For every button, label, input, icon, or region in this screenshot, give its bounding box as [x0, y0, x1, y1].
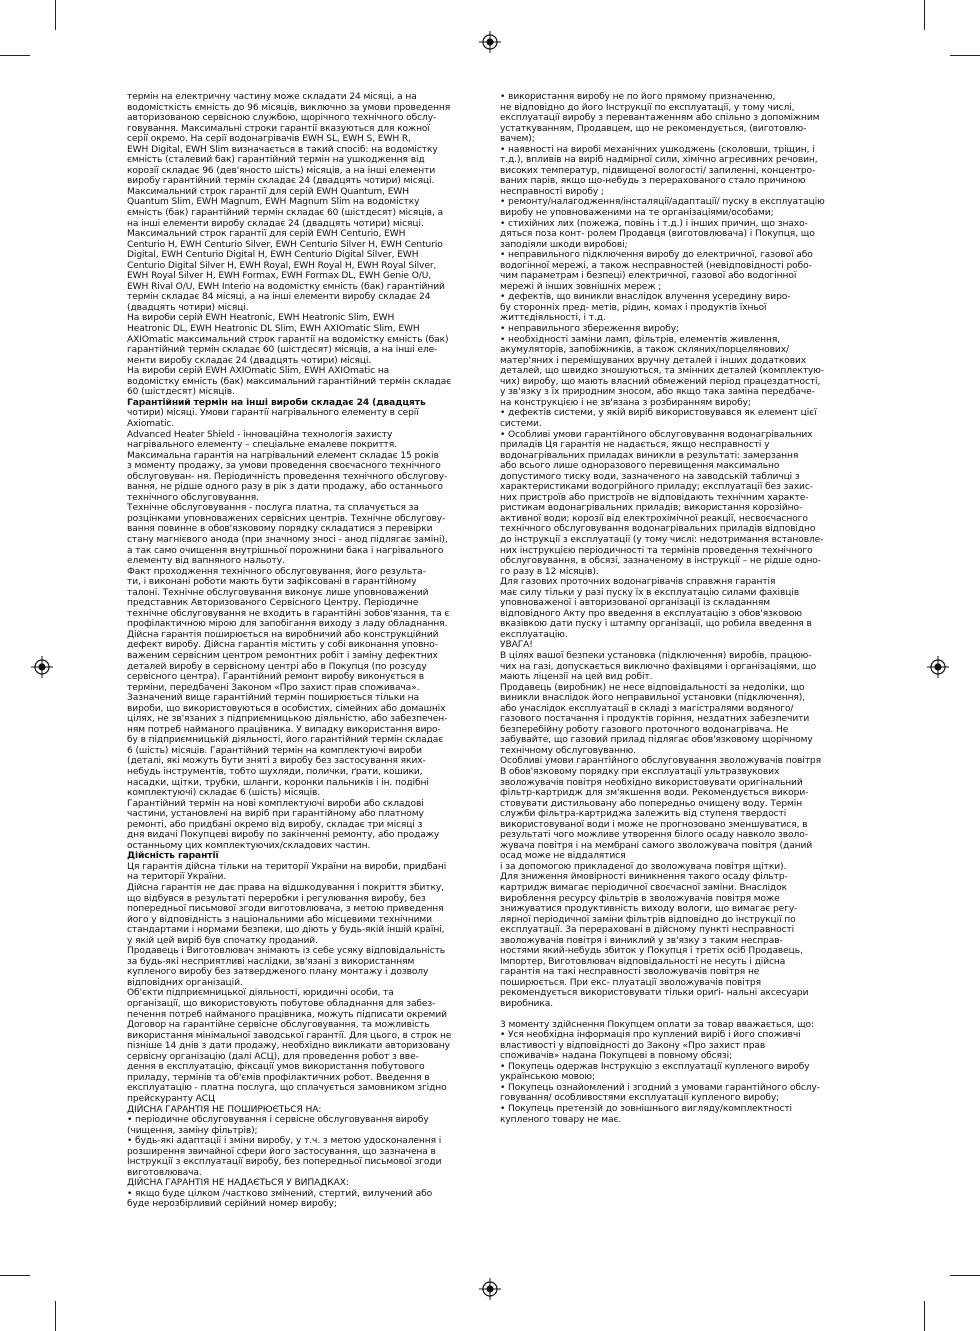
text-line: за будь-які несприятливі наслідки, зв'язані з використанням [127, 956, 415, 967]
text-line: купленого товару не має. [500, 1114, 622, 1125]
text-line: обслуговування, в обсязі, зазначеному в інструкції – не рідше одно- [500, 556, 821, 567]
text-line: деталей, що швидко зношуються, та змінних деталей (комплектую- [500, 366, 825, 377]
text-line: Інструкції з експлуатації виробу, без попередньої письмової згоди [127, 1157, 442, 1168]
text-line: Технічне обслуговування - послуга платна, та сплачується за [127, 503, 419, 514]
text-line: технічного обслуговування. [127, 492, 259, 503]
text-line: стовувати дистильовану або попередньо очищену воду. Термін [500, 798, 803, 809]
text-line: системи. [500, 418, 542, 429]
text-line: сервісну організацію (далі АСЦ), для проведення робот з вве- [127, 1051, 419, 1062]
text-line: устаткуванням, Продавцем, що не рекомендується, (виготовлю- [500, 123, 807, 134]
crop-mark [950, 55, 980, 56]
text-line: використання мінімальної заводської гарантії. Для цього, в строк не [127, 1030, 452, 1041]
text-line: або унаслідок експлуатації в складі з магістралями водяного/ [500, 703, 794, 714]
crop-mark [950, 1275, 980, 1276]
text-line: ням потреб найманого працівника. У випадку використання виро- [127, 724, 441, 735]
text-line: знижуватися продуктивність виходу вологи, що вимагає регу- [500, 904, 798, 915]
text-line: сервісного центра). Гарантійний ремонт виробу виконується в [127, 672, 425, 683]
registration-mark-icon [479, 31, 501, 53]
text-line: експлуатації. За перераховані в дійсному пункті несправності [500, 925, 795, 936]
text-line: відповідного Акту про введення в експлуатацію з обов'язковою [500, 608, 802, 619]
text-line: вачем); [500, 134, 535, 145]
text-line: Digital, EWH Centurio Digital H, EWH Centurio Digital Silver, EWH [127, 250, 419, 261]
text-line: водомістку ємність (бак) максимальний гарантійний термін складає [127, 376, 452, 387]
text-line: дяться поза конт- ролем Продавця (виготовлювача) і Покупця, що [500, 229, 815, 240]
text-line: комплектуючі) складає 6 (шість) місяців. [127, 788, 321, 799]
crop-mark [924, 0, 925, 30]
text-line: водонагрівальних приладах виникли в результаті: замерзання [500, 450, 799, 461]
crop-mark [0, 55, 30, 56]
text-line: • стихійних лих (пожежа, повінь і т.д.) і інших причин, що знахо- [500, 218, 808, 229]
text-line: уповноваженої і авторизованої організації із складанням [500, 598, 770, 609]
text-line: Advanced Heater Shield - інноваційна технологія захисту [127, 429, 393, 440]
text-line: термін на електричну частину може складати 24 місяці, а на [127, 92, 417, 102]
text-line: вання, не рідше одного разу в рік з дати продажу, або останнього [127, 482, 443, 493]
text-line: EWH Digital, EWH Slim визначається в такий спосіб: на водомістку [127, 144, 438, 155]
text-line: нагрівального елементу – спеціальне емалеве покриття. [127, 440, 397, 451]
text-line: Quantum Slim, EWH Magnum, EWH Magnum Slim на водомістку [127, 197, 420, 208]
text-line: має силу тільки у разі пуску їх в експлуатацію силами фахівців [500, 587, 799, 598]
text-line: • наявності на виробі механічних ушкоджень (сколовши, тріщин, і [500, 144, 815, 155]
text-line: водомісткість ємність до 96 місяців, виключно за умови проведення [127, 102, 451, 113]
text-line: • дефектів, що виникли внаслідок влучення усередину виро- [500, 292, 791, 303]
crop-mark [0, 1275, 30, 1276]
text-line: на території України. [127, 872, 227, 883]
text-line: лярної періодичної заміни фільтрів відповідно до інструкції по [500, 914, 796, 925]
text-line: Гарантійний термін на інші вироби складає 24 (двадцять [127, 397, 426, 408]
text-line: несправності виробу ; [500, 186, 604, 197]
crop-mark [924, 1301, 925, 1331]
text-line: мають ліцензії на цей вид робіт. [500, 672, 653, 683]
text-line: Факт проходження технічного обслуговування, його результа- [127, 566, 426, 577]
text-line: • Покупець одержав Інструкцію з експлуатації купленого виробу [500, 1061, 810, 1072]
text-line: активної води; корозії від електрохімічної реакції, несвоєчасного [500, 513, 808, 524]
text-line: ємність (сталевий бак) гарантійний термін на ушкодження від [127, 155, 425, 166]
text-line: Centurio H, EWH Centurio Silver, EWH Centurio Silver H, EWH Centurio [127, 239, 443, 250]
text-line: чотири) місяці. Умови гарантії нагрівального елементу в серії [127, 408, 419, 419]
crop-mark [55, 1301, 56, 1331]
text-line: служби фільтра-картриджа залежить від ступеня твердості [500, 809, 787, 820]
text-line: говування. Максимальні строки гарантії вказуються для кожної [127, 123, 430, 134]
text-line: менти виробу складає 24 (двадцять чотири) місяці. [127, 355, 372, 366]
text-line: відповідних організацій. [127, 977, 243, 988]
text-line: приладу, термінів та об'ємів профілактичних робот. Введення в [127, 1072, 430, 1083]
text-line: у зв'язку з їх природним зносом, або якщо така заміна передбаче- [500, 387, 815, 398]
text-line: а так само очищення внутрішньої порожнини бака і нагрівального [127, 545, 444, 556]
text-line: • використання виробу не по його прямому призначенню, [500, 92, 776, 102]
text-line: • будь-які адаптації і зміни виробу, у т.ч. з метою удосконалення і [127, 1136, 442, 1147]
text-line [500, 1010, 852, 1020]
text-line: Дійсна гарантія поширюється на виробничий або конструкційний [127, 629, 439, 640]
text-line: В цілях вашої безпеки установка (підключення) виробів, працюю- [500, 650, 812, 661]
text-line: дення в експлуатацію, фіксації умов використання побутового [127, 1062, 425, 1073]
text-line: корозії складає 96 (дев'яносто шість) місяців, а на інші елементи [127, 165, 436, 176]
text-line: водогінної мережі, а також несправностей (невідповідності робо- [500, 260, 812, 271]
text-line: властивості у відповідності до Закону «Про захист прав [500, 1040, 766, 1051]
text-line: • Покупець претензій до зовнішнього вигляду/комплектності [500, 1103, 792, 1114]
text-line: заподіяли шкоди виробові; [500, 239, 628, 250]
text-line: Axiomatic. [127, 418, 175, 429]
registration-mark-icon [927, 656, 949, 678]
text-line: чих) виробу, що мають власний обмежений період працездатності, [500, 376, 821, 387]
text-line: (деталі, які можуть бути зняті з виробу без застосування яких- [127, 756, 426, 767]
text-line: картридж вимагає періодичної своєчасної заміни. Внаслідок [500, 883, 787, 894]
text-line: профілактичною мірою для запобігання виходу з ладу обладнання. [127, 619, 448, 630]
text-line: поширюється. При екс- плуатації зволожувачів повітря [500, 977, 761, 988]
text-line: терміни, передбачені Законом «Про захист прав споживача». [127, 682, 420, 693]
text-line: виготовлювача. [127, 1167, 202, 1178]
text-line: Максимальна гарантія на нагрівальний елемент складає 15 років [127, 450, 439, 461]
text-line: Для зниження ймовірності виникнення такого осаду фільтр- [500, 872, 788, 883]
text-line: ностями який-небудь збиток у Покупця і третіх осіб Продавець, [500, 946, 803, 957]
text-line: ремонті, або придбані окремо від виробу, складає три місяці з [127, 819, 423, 830]
text-line: Об'єкти підприємницької діяльності, юридичні особи, та [127, 988, 394, 999]
registration-mark-icon [31, 656, 53, 678]
text-line: газового постачання і продуктів горіння, нездатних забезпечити [500, 714, 810, 725]
text-line: вання повинне в обов'язковому порядку складатися з перевірки [127, 524, 433, 535]
text-line: ти, і виконані роботи мають бути зафіксовані в гарантійному [127, 577, 417, 588]
text-line: ємність (бак) гарантійний термін складає 60 (шістдесят) місяців, а [127, 208, 443, 219]
text-line: бу сторонніх пред- метів, рідин, комах і продуктів їхньої [500, 302, 767, 313]
text-line: з моменту продажу, за умови проведення своєчасного технічного [127, 461, 441, 472]
text-line: Гарантійний термін на нові комплектуючі вироби або складові [127, 798, 424, 809]
text-line: частини, установлені на виріб при гарантійному або платному [127, 809, 424, 820]
text-line: (двадцять чотири) місяці. [127, 302, 249, 313]
text-line: виробу гарантійний термін складає 24 (двадцять чотири) місяці. [127, 176, 435, 187]
text-line: до інструкції з експлуатації (у тому числі: недотримання встановле- [500, 534, 824, 545]
text-line: деталей виробу в сервісному центрі або в Покупця (по розсуду [127, 661, 427, 672]
text-line: характеристиками водогрійного приладу; експлуатації без захис- [500, 482, 813, 493]
text-line: елементу від вапняного нальоту. [127, 556, 285, 567]
text-line: • дефектів системи, у якій виріб використовувався як елемент цієї [500, 408, 817, 419]
text-line: результаті чого можливе утворення білого осаду навколо зволо- [500, 830, 808, 841]
text-line: В обов'язковому порядку при експлуатації ультразвукових [500, 767, 780, 777]
text-line: небудь інструментів, тобто шухляди, полички, ґрати, кошики, [127, 767, 423, 777]
text-line: розширення звичайної сфери його застосування, що зазначена в [127, 1146, 436, 1157]
text-line: рекомендується використовувати тільки ориґі- нальні аксесуари [500, 988, 809, 999]
text-line: вироблення ресурсу фільтрів в зволожувачів повітря може [500, 893, 780, 904]
text-line: Максимальний строк гарантії для серій EWH Centurio, EWH [127, 229, 406, 240]
text-line: технічному обслуговуванню. [500, 745, 636, 756]
text-line: прейскуранту АСЦ [127, 1093, 215, 1104]
text-line: українською мовою; [500, 1072, 595, 1083]
text-line: EWH Rival O/U, EWH Interio на водомістку ємність (бак) гарантійний [127, 281, 445, 292]
text-line: т.д.), впливів на виріб надмірної сили, хімічно агресивних речовин, [500, 155, 818, 166]
text-line: Максимальний строк гарантії для серій EWH Quantum, EWH [127, 186, 410, 197]
text-line: На вироби серій EWH AXIOmatic Slim, EWH AXIOmatic на [127, 366, 390, 377]
text-line: технічного обслуговування водонагрівальних приладів відповідно [500, 524, 816, 535]
text-line: Для газових проточних водонагрівачів справжня гарантія [500, 577, 776, 588]
text-line: Heatronic DL, EWH Heatronic DL Slim, EWH AXIOmatic Slim, EWH [127, 324, 420, 335]
text-line: Centurio Digital Silver H, EWH Royal, EWH Royal H, EWH Royal Silver, [127, 260, 437, 271]
text-line: стану магнієвого анода (при значному зносі - анод підлягає заміні), [127, 534, 448, 545]
text-line: говування/ особливостями експлуатації купленого виробу; [500, 1093, 780, 1104]
text-line: • Особливі умови гарантійного обслуговування водонагрівальних [500, 429, 813, 440]
text-column-right [500, 92, 852, 1162]
text-line: AXIOmatic максимальний строк гарантії на водомістку ємність (бак) [127, 334, 449, 345]
text-line: технічне обслуговування не входить в гарантійні зобов'язання, та є [127, 608, 450, 619]
text-line: серії окремо. На серії водонагрівачів EWH SL, EWH S, EWH R, [127, 134, 411, 145]
text-line: розцінками уповноважених сервісних центрів. Технічне обслугову- [127, 513, 446, 524]
text-line: забувайте, що газовий прилад підлягає обов'язковому щорічному [500, 735, 813, 746]
text-line: приладів Ця гарантія не надається, якщо несправності у [500, 440, 770, 451]
text-line: або всього лише одноразового перевищення максимально [500, 461, 780, 472]
text-line: стандартами і нормами безпеки, що діють у будь-якій іншій країні, [127, 925, 445, 936]
text-line: акумуляторів, запобіжників, а також скляних/порцелянових/ [500, 345, 789, 356]
text-line: представник Авторизованого Сервісного Центру. Періодичне [127, 598, 419, 609]
text-line: цілях, не зв'язаних з підприємницькою діяльністю, або забезпечен- [127, 714, 448, 725]
text-line: насадки, щітки, трубки, шланги, коронки пальників і ін. подібні [127, 777, 429, 788]
text-line: 60 (шістдесят) місяців. [127, 387, 235, 398]
text-line: 6 (шість) місяців. Гарантійний термін на комплектуючі вироби [127, 745, 422, 756]
text-line: експлуатації виробу з перевантаженням або спільно з допоміжним [500, 113, 820, 124]
text-line: • ремонту/налагодження/інсталяції/адаптації/ пуску в експлуатацію [500, 197, 825, 208]
text-line: ваних парів, якщо що-небудь з перерахованого стало причиною [500, 176, 806, 187]
text-line: 3 моменту здійснення Покупцем оплати за товар вважається, що: [500, 1019, 814, 1030]
text-line: споживачів» надана Покупцеві в повному обсязі; [500, 1051, 733, 1062]
text-line: осад може не віддалятися [500, 851, 626, 862]
text-line: УВАГА! [500, 640, 533, 651]
text-line: безперебійну роботу газового проточного водонагрівача. Не [500, 724, 789, 735]
text-line: авторизованою сервісною службою, щорічного технічного обслу- [127, 113, 437, 124]
text-line: • неправильного збереження виробу; [500, 324, 679, 335]
text-line: мережі й інших зовнішніх мереж ; [500, 281, 662, 292]
text-line: гарантія на такі несправності зволожувачів повітря не [500, 967, 760, 978]
text-line: них пристроїв або пристроїв не відповідають технічним характе- [500, 492, 809, 503]
text-line: виникли внаслідок його неправильної установки (підключення), [500, 693, 806, 704]
text-line: Зазначений вище гарантійний термін поширюється тільки на [127, 693, 420, 704]
text-line: чим параметрам і безпеці) електричної, газової або водогінної [500, 271, 797, 282]
text-line: дефект виробу. Дійсна гарантія містить у собі виконання уповно- [127, 640, 438, 651]
text-line: у якій цей виріб був спочатку проданий. [127, 935, 318, 946]
text-line: гарантійний термін складає 60 (шістдесят) місяців, а на інші еле- [127, 345, 438, 356]
text-line: дня видачі Покупцеві виробу по закінченні ремонту, або продажу [127, 830, 440, 841]
text-line: виробу не уповноваженими на те організаціями/особами; [500, 208, 774, 219]
text-line: • якщо буде цілком /частково змінений, стертий, вилучений або [127, 1188, 433, 1199]
text-line: попередньої письмової згоди виготовлювача, з метою приведення [127, 904, 444, 915]
text-line: Особливі умови гарантійного обслуговування зволожувачів повітря [500, 756, 821, 767]
text-line: ристикам водонагрівальних приладів; використання корозійно- [500, 503, 803, 514]
text-line: Імпортер, Виготовлювач відповідальності не несуть і дійсна [500, 956, 786, 967]
text-line: талоні. Технічне обслуговування виконує лише уповноважений [127, 587, 429, 598]
text-line: високих температур, підвищеної вологості/ запиленні, концентро- [500, 165, 816, 176]
text-line: жувача повітря і на мембрані самого зволожувача повітря (даний [500, 840, 813, 851]
text-line: важеним сервісним центром ремонтних робіт і заміну дефектних [127, 650, 438, 661]
text-line: Ця гарантія дійсна тільки на території України на вироби, придбані [127, 861, 447, 872]
text-line: пізніше 14 днів з дати продажу, необхідно викликати авторизовану [127, 1041, 450, 1052]
text-line: Дійсність гарантії [127, 851, 219, 862]
text-line: вказівкою дати пуску і штампу організації, що робила введення в [500, 619, 812, 630]
text-line: обслуговуван- ня. Періодичність проведення технічного обслугову- [127, 471, 448, 482]
text-line: (чищення, заміну фільтрів); [127, 1125, 258, 1136]
text-line: • Уся необхідна інформація про куплений виріб і його споживчі [500, 1030, 801, 1041]
text-line: не відповідно до його Інструкції по експлуатації, у тому числі, [500, 102, 795, 113]
text-line: чих на газі, допускається виключно фахівцями і організаціями, що [500, 661, 817, 672]
text-line: експлуатацію - платна послуга, що сплачується замовником згідно [127, 1083, 447, 1094]
text-line: його у відповідність з національними або місцевими технічними [127, 914, 432, 925]
text-line: бу в підприємницькій діяльності, його гарантійний термін складає [127, 735, 444, 746]
text-line: матер'яних і переміщуваних вручну деталей і інших додаткових [500, 355, 807, 366]
text-line: допустимого тиску води, зазначеного на заводській табличці з [500, 471, 800, 482]
text-line: ДІЙСНА ГАРАНТІЯ НЕ ПОШИРЮЄТЬСЯ НА: [127, 1104, 322, 1115]
text-line: Продавець (виробник) не несе відповідальності за недоліки, що [500, 682, 805, 693]
text-line: термін складає 84 місяці, а на інші елементи виробу складає 24 [127, 292, 431, 303]
text-line: ДІЙСНА ГАРАНТІЯ НЕ НАДАЄТЬСЯ У ВИПАДКАХ: [127, 1178, 349, 1189]
text-line: організації, що використовують побутове обладнання для забез- [127, 999, 436, 1010]
text-line: життєдіяльності, і т.д. [500, 313, 606, 324]
text-line: зволожувачів повітря необхідно використовувати оригінальний [500, 777, 803, 788]
text-line: них інструкцією періодичності та термінів проведення технічного [500, 545, 813, 556]
text-line: На вироби серій EWH Heatronic, EWH Heatronic Slim, EWH [127, 313, 395, 324]
text-line: Дійсна гарантія не дає права на відшкодування і покриття збитку, [127, 883, 444, 894]
registration-mark-icon [479, 1278, 501, 1300]
text-line: • Покупець ознайомлений і згодний з умовами гарантійного обслу- [500, 1082, 820, 1093]
text-line: буде нерозбірливий серійний номер виробу; [127, 1199, 337, 1210]
text-line: останньому цих комплектуючих/складових частин. [127, 840, 371, 851]
text-line: • необхідності заміни ламп, фільтрів, елементів живлення, [500, 334, 781, 345]
text-line: го разу в 12 місяців). [500, 566, 599, 577]
text-line: що відбувся в результаті переробки і регулювання виробу, без [127, 893, 426, 904]
text-line: Договор на гарантійне сервісне обслуговування, та можливість [127, 1020, 430, 1031]
text-line: на інші елементи виробу складає 24 (двадцять чотири) місяці. [127, 218, 424, 229]
text-line: печення потреб найманого працівника, можуть підписати окремий [127, 1009, 447, 1020]
text-line: зволожувачів повітря і виниклий у зв'язку з таким несправ- [500, 935, 783, 946]
text-line: використовуваної води і може не прогнозовано зменшуватися, в [500, 819, 808, 830]
text-line: фільтр-картридж для зм'якшення води. Рекомендується викори- [500, 788, 809, 799]
text-line: EWH Royal Silver H, EWH Formax, EWH Formax DL, EWH Genie O/U, [127, 271, 432, 282]
text-line: вироби, що використовуються в особистих, сімейних або домашніх [127, 703, 446, 714]
text-line: експлуатацію. [500, 629, 568, 640]
text-line: Продавець і Виготовлювач знімають із себе усяку відповідальність [127, 946, 446, 957]
text-line: • неправильного підключення виробу до електричної, газової або [500, 250, 813, 261]
text-line: • періодичне обслуговування і сервісне обслуговування виробу [127, 1115, 429, 1126]
text-line: купленого виробу без затвердженого плану монтажу і дозволу [127, 967, 429, 978]
crop-mark [55, 0, 56, 30]
text-line: і за допомогою прикладеної до зволожувача повітря щітки). [500, 861, 787, 872]
text-line: виробника. [500, 999, 554, 1010]
text-line: на конструкцією і не зв'язана з розбиранням виробу; [500, 397, 751, 408]
text-column-left [127, 92, 477, 1242]
